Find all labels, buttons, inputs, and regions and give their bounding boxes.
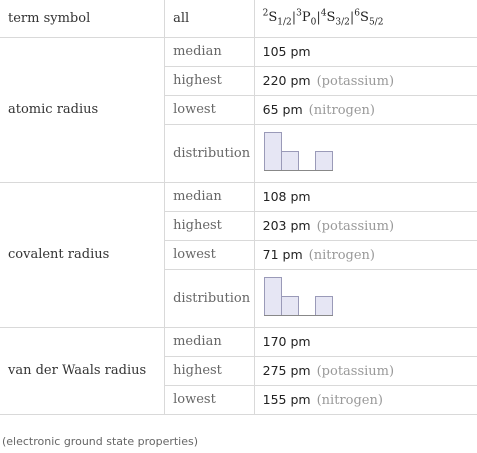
histogram-bar xyxy=(281,152,298,171)
distribution-histogram xyxy=(263,131,343,175)
stat-value: 71 pm (nitrogen) xyxy=(254,240,477,269)
table-row xyxy=(0,37,477,66)
element-note: (nitrogen) xyxy=(308,247,375,263)
property-name: covalent radius xyxy=(0,182,165,327)
term-symbol: $^4S_{3/2}$ xyxy=(320,8,350,28)
element-note: (potassium) xyxy=(316,73,395,89)
separator: | xyxy=(291,10,297,26)
stat-label: median xyxy=(165,182,255,211)
header-label: term symbol xyxy=(0,0,165,37)
distribution-cell xyxy=(254,124,477,182)
stat-value: 105 pm xyxy=(254,37,477,66)
element-note: (nitrogen) xyxy=(308,102,375,118)
distribution-histogram xyxy=(263,276,343,320)
histogram-bar xyxy=(315,152,332,171)
separator: | xyxy=(349,10,355,26)
table-row xyxy=(0,182,477,211)
stat-label: lowest xyxy=(165,240,255,269)
stat-label: highest xyxy=(165,66,255,95)
stat-value: 170 pm xyxy=(254,327,477,356)
term-symbol: $^2S_{1/2}$ xyxy=(262,8,292,28)
stat-value: 108 pm xyxy=(254,182,477,211)
histogram-bar xyxy=(264,278,281,316)
stat-label: highest xyxy=(165,356,255,385)
property-name: van der Waals radius xyxy=(0,327,165,414)
histogram-bar xyxy=(315,297,332,316)
element-note: (potassium) xyxy=(316,363,395,379)
stat-value: 155 pm (nitrogen) xyxy=(254,385,477,414)
term-symbol: $^6S_{5/2}$ xyxy=(354,8,384,28)
footer-note: (electronic ground state properties) xyxy=(2,435,199,448)
histogram-bar xyxy=(281,297,298,316)
property-name: atomic radius xyxy=(0,37,165,182)
header-row xyxy=(0,0,477,37)
term-symbols xyxy=(254,0,477,37)
stat-value: 275 pm (potassium) xyxy=(254,356,477,385)
stat-label: median xyxy=(165,37,255,66)
stat-label: median xyxy=(165,327,255,356)
stat-value: 203 pm (potassium) xyxy=(254,211,477,240)
stat-label: lowest xyxy=(165,385,255,414)
element-note: (nitrogen) xyxy=(316,392,383,408)
stat-label: distribution xyxy=(165,124,255,182)
distribution-cell xyxy=(254,269,477,327)
stat-label: highest xyxy=(165,211,255,240)
separator: | xyxy=(316,10,321,26)
table-row xyxy=(0,327,477,356)
stat-value: 65 pm (nitrogen) xyxy=(254,95,477,124)
element-note: (potassium) xyxy=(316,218,395,234)
stat-value: 220 pm (potassium) xyxy=(254,66,477,95)
stat-label: lowest xyxy=(165,95,255,124)
term-symbol: $^3P_0$ xyxy=(296,8,317,28)
header-stat: all xyxy=(165,0,255,37)
stat-label: distribution xyxy=(165,269,255,327)
histogram-bar xyxy=(264,133,281,171)
